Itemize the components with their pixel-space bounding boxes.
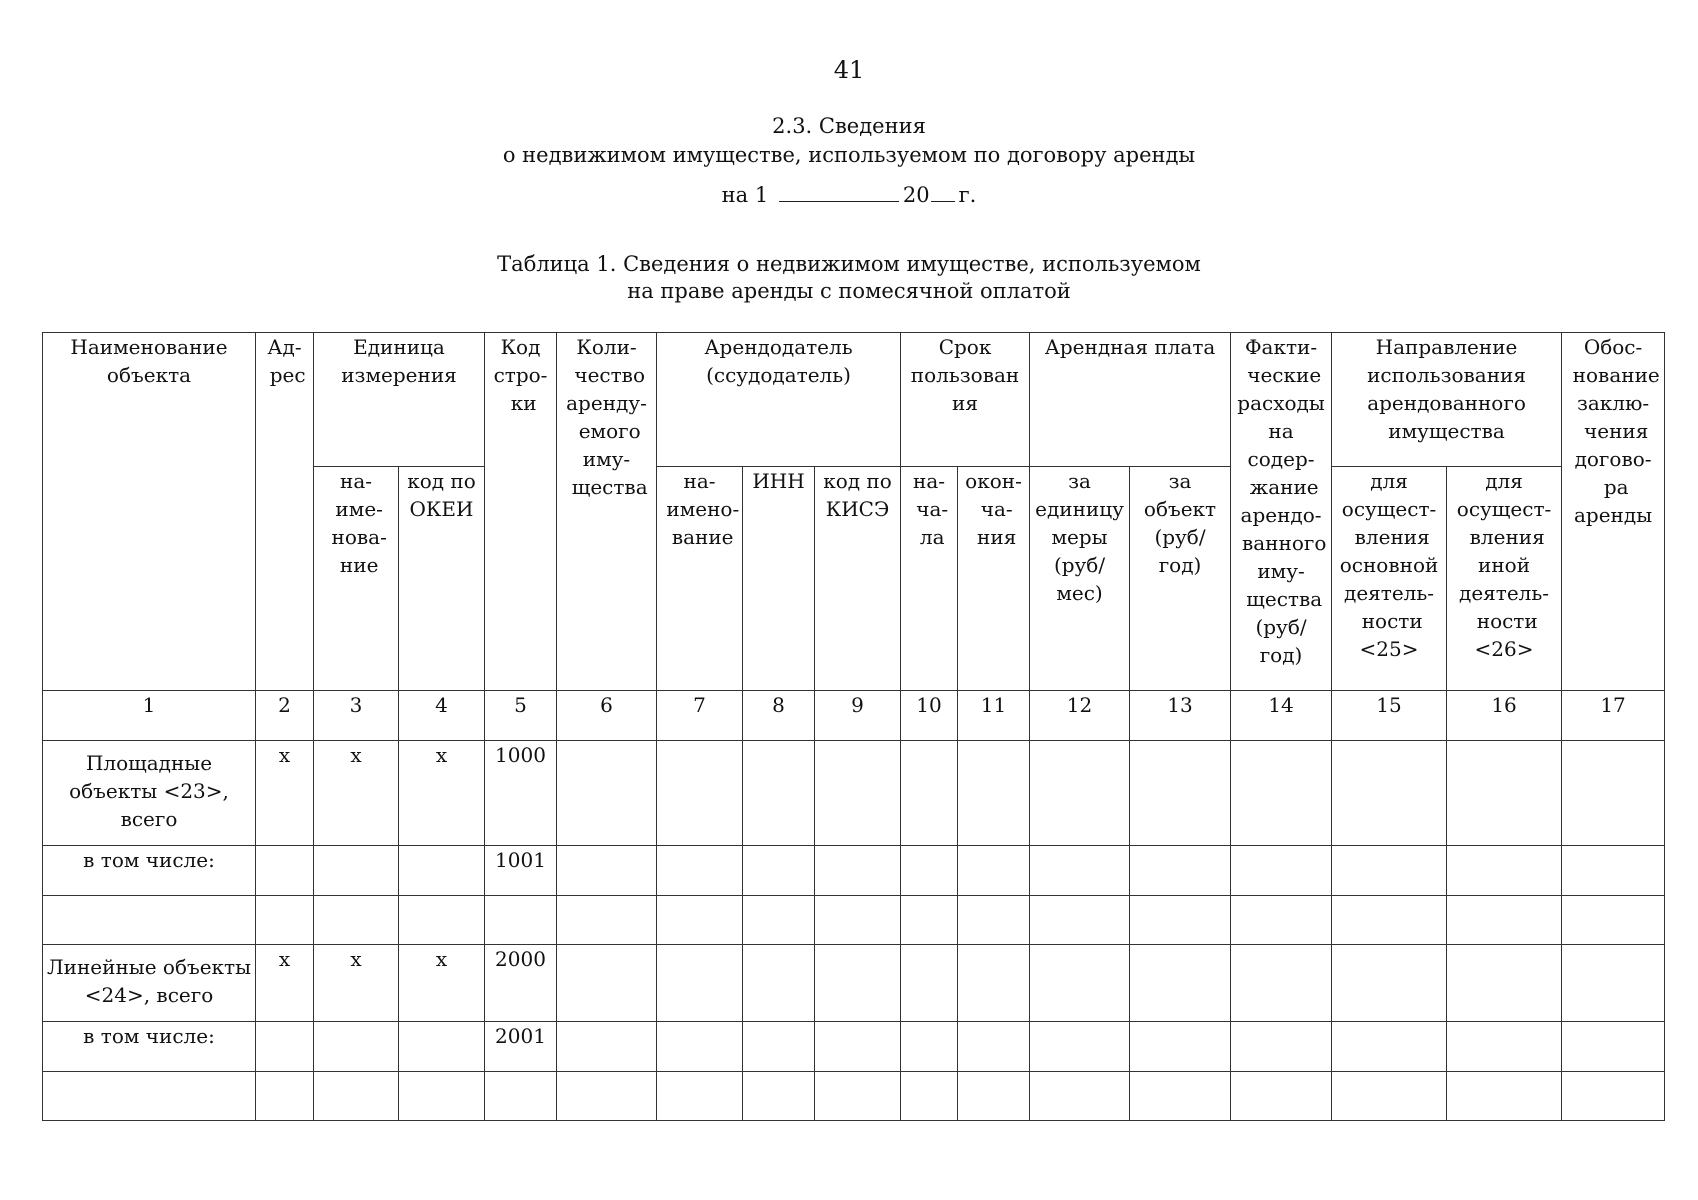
- table-cell[interactable]: [1332, 1022, 1447, 1072]
- row-address: х: [256, 741, 314, 846]
- table-cell[interactable]: [901, 945, 958, 1022]
- col-term-end-header: окон- ча- ния: [958, 467, 1030, 691]
- table-cell[interactable]: [1447, 1022, 1562, 1072]
- row-okei: х: [399, 741, 485, 846]
- table-cell[interactable]: [657, 741, 743, 846]
- row-name: в том числе:: [43, 1022, 256, 1072]
- table-cell[interactable]: [399, 1072, 485, 1121]
- table-cell[interactable]: [657, 896, 743, 945]
- table-cell[interactable]: [1231, 1022, 1332, 1072]
- column-number: 10: [901, 691, 958, 741]
- table-cell[interactable]: [1332, 896, 1447, 945]
- table-cell[interactable]: [901, 1022, 958, 1072]
- table-cell[interactable]: [1231, 945, 1332, 1022]
- table-cell[interactable]: [256, 896, 314, 945]
- year-blank[interactable]: [931, 181, 955, 202]
- table-cell[interactable]: [815, 1072, 901, 1121]
- column-number: 15: [1332, 691, 1447, 741]
- col-term-group-header: Срок пользован ия: [901, 333, 1030, 467]
- table-cell[interactable]: [1332, 945, 1447, 1022]
- table-cell[interactable]: [958, 945, 1030, 1022]
- column-number: 16: [1447, 691, 1562, 741]
- table-cell[interactable]: [1562, 896, 1665, 945]
- col-inn-header: ИНН: [743, 467, 815, 691]
- table-cell[interactable]: [657, 1072, 743, 1121]
- table-cell[interactable]: [557, 896, 657, 945]
- table-cell[interactable]: [1030, 741, 1130, 846]
- table-cell[interactable]: [485, 896, 557, 945]
- table-cell[interactable]: [1231, 846, 1332, 896]
- table-title: Таблица 1. Сведения о недвижимом имуществе, используемом: [497, 252, 1201, 276]
- column-number: 13: [1130, 691, 1231, 741]
- table-cell[interactable]: [815, 741, 901, 846]
- table-cell[interactable]: [1447, 1072, 1562, 1121]
- table-cell[interactable]: [657, 846, 743, 896]
- col-unit-group-header: Единица измерения: [314, 333, 485, 467]
- column-number: 3: [314, 691, 399, 741]
- table-cell[interactable]: [485, 1072, 557, 1121]
- table-cell[interactable]: [1447, 846, 1562, 896]
- table-cell[interactable]: [256, 1022, 314, 1072]
- table-cell[interactable]: [1030, 945, 1130, 1022]
- table-cell[interactable]: [958, 1072, 1030, 1121]
- table-cell[interactable]: [1562, 741, 1665, 846]
- row-unit: х: [314, 741, 399, 846]
- table-cell[interactable]: [43, 1072, 256, 1121]
- column-number: 9: [815, 691, 901, 741]
- column-number: 17: [1562, 691, 1665, 741]
- column-number: 11: [958, 691, 1030, 741]
- table-cell[interactable]: [1130, 1022, 1231, 1072]
- table-cell[interactable]: [901, 741, 958, 846]
- table-cell[interactable]: [958, 846, 1030, 896]
- column-number: 4: [399, 691, 485, 741]
- table-cell[interactable]: [1231, 741, 1332, 846]
- table-cell[interactable]: [557, 945, 657, 1022]
- page-number: 41: [833, 56, 865, 84]
- table-cell[interactable]: [1447, 896, 1562, 945]
- row-code: 2000: [485, 945, 557, 1022]
- table-cell[interactable]: [1332, 741, 1447, 846]
- table-row: [43, 896, 1665, 945]
- table-cell[interactable]: [815, 846, 901, 896]
- column-number: 7: [657, 691, 743, 741]
- table-cell[interactable]: [1332, 846, 1447, 896]
- table-cell[interactable]: [1447, 741, 1562, 846]
- table-cell[interactable]: [743, 741, 815, 846]
- row-code: 1001: [485, 846, 557, 896]
- col-line-code-header: Код стро- ки: [485, 333, 557, 691]
- column-number: 1: [43, 691, 256, 741]
- table-cell[interactable]: [1562, 1022, 1665, 1072]
- col-lessor-group-header: Арендодатель (ссудодатель): [657, 333, 901, 467]
- table-cell[interactable]: [743, 846, 815, 896]
- row-name: Линейные объекты <24>, всего: [43, 945, 256, 1022]
- table-cell[interactable]: [557, 1022, 657, 1072]
- table-cell[interactable]: [399, 1022, 485, 1072]
- table-cell[interactable]: [1030, 1022, 1130, 1072]
- col-okei-header: код по ОКЕИ: [399, 467, 485, 691]
- column-number: 14: [1231, 691, 1332, 741]
- column-number: 8: [743, 691, 815, 741]
- table-cell[interactable]: [1231, 896, 1332, 945]
- column-number: 5: [485, 691, 557, 741]
- section-heading: 2.3. Сведения: [772, 114, 926, 138]
- row-name: в том числе:: [43, 846, 256, 896]
- table-row: [43, 846, 1665, 896]
- table-cell[interactable]: [399, 846, 485, 896]
- leased-property-table: [42, 332, 1665, 1121]
- table-subtitle: на праве аренды с помесячной оплатой: [627, 279, 1071, 303]
- report-date-line: [0, 181, 1698, 209]
- col-actual-costs-header: Факти- ческие расходы на содер- жание арендо- ванного иму- щества (руб/ год): [1231, 333, 1332, 691]
- table-cell[interactable]: [657, 1022, 743, 1072]
- column-number: 2: [256, 691, 314, 741]
- table-cell[interactable]: [314, 1022, 399, 1072]
- table-cell[interactable]: [256, 846, 314, 896]
- col-other-activity-header: для осущест- вления иной деятель- ности <26>: [1447, 467, 1562, 691]
- table-cell[interactable]: [1332, 1072, 1447, 1121]
- table-cell[interactable]: [1562, 846, 1665, 896]
- table-cell[interactable]: [901, 846, 958, 896]
- table-cell[interactable]: [399, 896, 485, 945]
- table-cell[interactable]: [901, 1072, 958, 1121]
- table-row: [43, 741, 1665, 846]
- table-cell[interactable]: [815, 945, 901, 1022]
- col-rent-per-unit-header: за единицу меры (руб/ мес): [1030, 467, 1130, 691]
- table-cell[interactable]: [1447, 945, 1562, 1022]
- col-unit-name-header: на- име- нова- ние: [314, 467, 399, 691]
- table-cell[interactable]: [958, 741, 1030, 846]
- date-prefix: на 1: [721, 183, 769, 207]
- column-number: 12: [1030, 691, 1130, 741]
- col-main-activity-header: для осущест- вления основной деятель- ности <25>: [1332, 467, 1447, 691]
- col-justification-header: Обос- нование заклю- чения догово- ра аренды: [1562, 333, 1665, 691]
- table-cell[interactable]: [1030, 846, 1130, 896]
- table-cell[interactable]: [557, 741, 657, 846]
- row-code: 2001: [485, 1022, 557, 1072]
- table-cell[interactable]: [256, 1072, 314, 1121]
- col-term-start-header: на- ча- ла: [901, 467, 958, 691]
- table-cell[interactable]: [958, 1022, 1030, 1072]
- table-cell[interactable]: [1030, 1072, 1130, 1121]
- date-suffix: г.: [958, 183, 977, 207]
- table-cell[interactable]: [901, 896, 958, 945]
- table-cell[interactable]: [1231, 1072, 1332, 1121]
- col-usage-group-header: Направление использования арендованного имущества: [1332, 333, 1562, 467]
- table-cell[interactable]: [958, 896, 1030, 945]
- row-okei: х: [399, 945, 485, 1022]
- section-subheading: о недвижимом имуществе, используемом по договору аренды: [502, 143, 1196, 167]
- date-year: 20: [902, 183, 930, 207]
- table-cell[interactable]: [557, 846, 657, 896]
- table-cell[interactable]: [815, 1022, 901, 1072]
- table-row: [43, 1072, 1665, 1121]
- col-rent-per-object-header: за объект (руб/ год): [1130, 467, 1231, 691]
- table-cell[interactable]: [743, 1022, 815, 1072]
- date-blank[interactable]: [779, 181, 899, 202]
- col-quantity-header: Коли- чество аренду- емого иму- щества: [557, 333, 657, 691]
- table-cell[interactable]: [1130, 896, 1231, 945]
- table-cell[interactable]: [657, 945, 743, 1022]
- table-cell[interactable]: [1130, 1072, 1231, 1121]
- col-lessor-name-header: на- имено- вание: [657, 467, 743, 691]
- table-cell[interactable]: [1562, 945, 1665, 1022]
- table-cell[interactable]: [743, 1072, 815, 1121]
- column-number: 6: [557, 691, 657, 741]
- table-row: [43, 945, 1665, 1022]
- col-kise-header: код по КИСЭ: [815, 467, 901, 691]
- table-cell[interactable]: [1130, 945, 1231, 1022]
- column-numbers-row: [43, 691, 1665, 741]
- row-name: Площадные объекты <23>, всего: [43, 741, 256, 846]
- row-code: 1000: [485, 741, 557, 846]
- table-cell[interactable]: [743, 896, 815, 945]
- table-cell[interactable]: [815, 896, 901, 945]
- table-cell[interactable]: [1030, 896, 1130, 945]
- table-cell[interactable]: [557, 1072, 657, 1121]
- table-cell[interactable]: [1130, 741, 1231, 846]
- row-unit: х: [314, 945, 399, 1022]
- table-cell[interactable]: [1562, 1072, 1665, 1121]
- col-address-header: Ад- рес: [256, 333, 314, 691]
- table-cell[interactable]: [314, 846, 399, 896]
- table-cell[interactable]: [43, 896, 256, 945]
- table-cell[interactable]: [743, 945, 815, 1022]
- col-rent-group-header: Арендная плата: [1030, 333, 1231, 467]
- table-row: [43, 1022, 1665, 1072]
- col-object-name-header: Наименование объекта: [43, 333, 256, 691]
- table-cell[interactable]: [1130, 846, 1231, 896]
- row-address: х: [256, 945, 314, 1022]
- table-cell[interactable]: [314, 1072, 399, 1121]
- table-cell[interactable]: [314, 896, 399, 945]
